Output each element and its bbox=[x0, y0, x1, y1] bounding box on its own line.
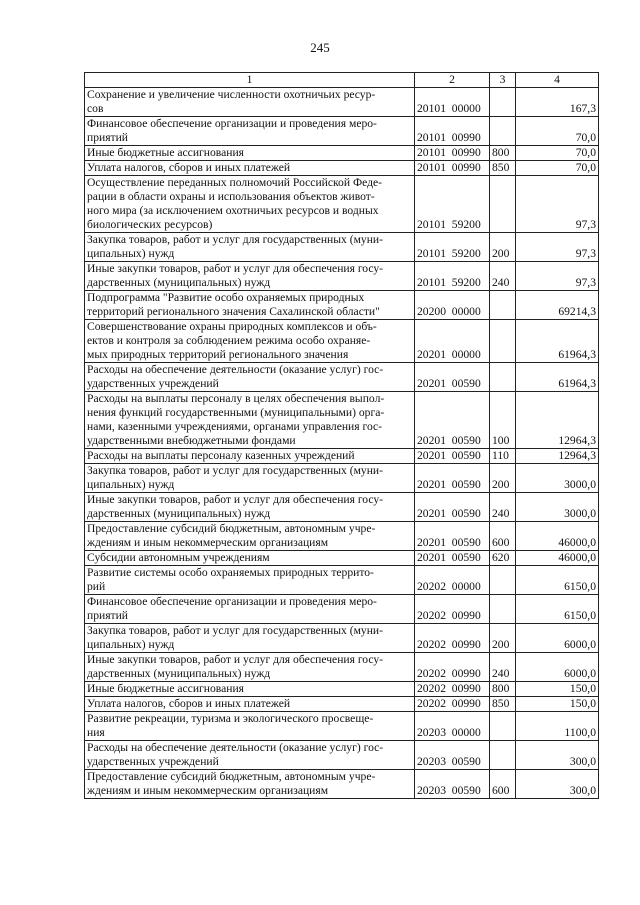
row-expense-type-cell: 240 bbox=[490, 493, 516, 522]
row-amount-cell: 61964,3 bbox=[516, 363, 599, 392]
row-expense-type-cell: 800 bbox=[490, 146, 516, 161]
row-code-cell: 20201 00590 bbox=[415, 522, 490, 551]
row-code-cell: 20101 00990 bbox=[415, 161, 490, 176]
row-code-cell: 20101 59200 bbox=[415, 262, 490, 291]
row-code-cell: 20101 59200 bbox=[415, 233, 490, 262]
row-code-cell: 20101 00990 bbox=[415, 117, 490, 146]
table-row bbox=[85, 146, 599, 161]
row-name-cell: Уплата налогов, сборов и иных платежей bbox=[85, 697, 415, 712]
row-expense-type-cell: 600 bbox=[490, 522, 516, 551]
row-code-cell: 20201 00590 bbox=[415, 449, 490, 464]
row-name-cell: Предоставление субсидий бюджетным, автономным учре- ждениям и иным некоммерческим организациям bbox=[85, 522, 415, 551]
row-name-cell: Совершенствование охраны природных комплексов и объ- ектов и контроля за соблюдением режима особо охраняе- мых природных территорий регионального значения bbox=[85, 320, 415, 363]
table-row bbox=[85, 392, 599, 449]
row-name-cell: Иные закупки товаров, работ и услуг для обеспечения госу- дарственных (муниципальных) нужд bbox=[85, 653, 415, 682]
row-name-cell: Иные закупки товаров, работ и услуг для обеспечения госу- дарственных (муниципальных) нужд bbox=[85, 262, 415, 291]
row-amount-cell: 6000,0 bbox=[516, 653, 599, 682]
table-row bbox=[85, 464, 599, 493]
row-code-cell: 20200 00000 bbox=[415, 291, 490, 320]
table-row bbox=[85, 595, 599, 624]
row-expense-type-cell bbox=[490, 712, 516, 741]
row-expense-type-cell: 600 bbox=[490, 770, 516, 799]
row-name-cell: Финансовое обеспечение организации и проведения меро- приятий bbox=[85, 117, 415, 146]
row-amount-cell: 46000,0 bbox=[516, 551, 599, 566]
table-row bbox=[85, 176, 599, 233]
row-expense-type-cell bbox=[490, 291, 516, 320]
row-name-cell: Расходы на обеспечение деятельности (оказание услуг) гос- ударственных учреждений bbox=[85, 741, 415, 770]
row-expense-type-cell: 240 bbox=[490, 262, 516, 291]
row-expense-type-cell bbox=[490, 741, 516, 770]
row-code-cell: 20202 00990 bbox=[415, 595, 490, 624]
row-amount-cell: 70,0 bbox=[516, 146, 599, 161]
row-name-cell: Иные закупки товаров, работ и услуг для обеспечения госу- дарственных (муниципальных) нужд bbox=[85, 493, 415, 522]
row-name-cell: Предоставление субсидий бюджетным, автономным учре- ждениям и иным некоммерческим организациям bbox=[85, 770, 415, 799]
row-expense-type-cell: 850 bbox=[490, 697, 516, 712]
column-header-code: 2 bbox=[415, 73, 490, 88]
row-amount-cell: 70,0 bbox=[516, 161, 599, 176]
row-amount-cell: 97,3 bbox=[516, 176, 599, 233]
row-amount-cell: 6150,0 bbox=[516, 566, 599, 595]
table-row bbox=[85, 233, 599, 262]
row-amount-cell: 6150,0 bbox=[516, 595, 599, 624]
row-amount-cell: 150,0 bbox=[516, 682, 599, 697]
row-amount-cell: 97,3 bbox=[516, 262, 599, 291]
table-row bbox=[85, 493, 599, 522]
table-row bbox=[85, 741, 599, 770]
row-name-cell: Субсидии автономным учреждениям bbox=[85, 551, 415, 566]
row-amount-cell: 300,0 bbox=[516, 770, 599, 799]
row-name-cell: Закупка товаров, работ и услуг для государственных (муни- ципальных) нужд bbox=[85, 233, 415, 262]
row-amount-cell: 61964,3 bbox=[516, 320, 599, 363]
row-name-cell: Расходы на обеспечение деятельности (оказание услуг) гос- ударственных учреждений bbox=[85, 363, 415, 392]
row-amount-cell: 70,0 bbox=[516, 117, 599, 146]
row-name-cell: Подпрограмма "Развитие особо охраняемых природных территорий регионального значения Сахалинской области" bbox=[85, 291, 415, 320]
row-code-cell: 20203 00000 bbox=[415, 712, 490, 741]
row-code-cell: 20203 00590 bbox=[415, 741, 490, 770]
row-amount-cell: 167,3 bbox=[516, 88, 599, 117]
row-expense-type-cell: 200 bbox=[490, 464, 516, 493]
row-code-cell: 20201 00000 bbox=[415, 320, 490, 363]
row-amount-cell: 3000,0 bbox=[516, 493, 599, 522]
row-name-cell: Закупка товаров, работ и услуг для государственных (муни- ципальных) нужд bbox=[85, 464, 415, 493]
row-expense-type-cell: 200 bbox=[490, 233, 516, 262]
table-row bbox=[85, 653, 599, 682]
row-code-cell: 20202 00990 bbox=[415, 624, 490, 653]
row-expense-type-cell bbox=[490, 88, 516, 117]
row-code-cell: 20203 00590 bbox=[415, 770, 490, 799]
table-row bbox=[85, 320, 599, 363]
row-expense-type-cell: 620 bbox=[490, 551, 516, 566]
row-amount-cell: 6000,0 bbox=[516, 624, 599, 653]
table-row bbox=[85, 262, 599, 291]
row-code-cell: 20101 59200 bbox=[415, 176, 490, 233]
row-name-cell: Развитие системы особо охраняемых природных террито- рий bbox=[85, 566, 415, 595]
row-name-cell: Расходы на выплаты персоналу казенных учреждений bbox=[85, 449, 415, 464]
row-expense-type-cell: 850 bbox=[490, 161, 516, 176]
row-amount-cell: 3000,0 bbox=[516, 464, 599, 493]
row-code-cell: 20101 00990 bbox=[415, 146, 490, 161]
row-code-cell: 20101 00000 bbox=[415, 88, 490, 117]
row-amount-cell: 97,3 bbox=[516, 233, 599, 262]
row-expense-type-cell bbox=[490, 117, 516, 146]
row-code-cell: 20201 00590 bbox=[415, 363, 490, 392]
table-row bbox=[85, 682, 599, 697]
row-code-cell: 20201 00590 bbox=[415, 551, 490, 566]
row-expense-type-cell: 100 bbox=[490, 392, 516, 449]
column-header-expense-type: 3 bbox=[490, 73, 516, 88]
table-row bbox=[85, 161, 599, 176]
table-body bbox=[85, 88, 599, 799]
table-row bbox=[85, 363, 599, 392]
column-header-amount: 4 bbox=[516, 73, 599, 88]
table-row bbox=[85, 551, 599, 566]
row-name-cell: Осуществление переданных полномочий Российской Феде- рации в области охраны и использования объектов живот- ного мира (за исключением охотничьих ресурсов и водных биологических ресурсов) bbox=[85, 176, 415, 233]
table-row bbox=[85, 624, 599, 653]
row-amount-cell: 46000,0 bbox=[516, 522, 599, 551]
row-name-cell: Иные бюджетные ассигнования bbox=[85, 146, 415, 161]
row-expense-type-cell bbox=[490, 320, 516, 363]
table-row bbox=[85, 88, 599, 117]
row-code-cell: 20201 00590 bbox=[415, 493, 490, 522]
row-name-cell: Закупка товаров, работ и услуг для государственных (муни- ципальных) нужд bbox=[85, 624, 415, 653]
row-expense-type-cell: 110 bbox=[490, 449, 516, 464]
table-row bbox=[85, 449, 599, 464]
row-code-cell: 20201 00590 bbox=[415, 464, 490, 493]
table-row bbox=[85, 291, 599, 320]
table-row bbox=[85, 117, 599, 146]
row-amount-cell: 300,0 bbox=[516, 741, 599, 770]
table-row bbox=[85, 522, 599, 551]
row-name-cell: Уплата налогов, сборов и иных платежей bbox=[85, 161, 415, 176]
row-code-cell: 20202 00990 bbox=[415, 653, 490, 682]
row-expense-type-cell bbox=[490, 176, 516, 233]
row-code-cell: 20201 00590 bbox=[415, 392, 490, 449]
table-row bbox=[85, 566, 599, 595]
row-name-cell: Расходы на выплаты персоналу в целях обеспечения выпол- нения функций государственными (муниципальными) орга- нами, казенными учреждениями, органами управления гос- ударственными внебюджетными фондами bbox=[85, 392, 415, 449]
row-amount-cell: 12964,3 bbox=[516, 392, 599, 449]
row-expense-type-cell: 240 bbox=[490, 653, 516, 682]
table-row bbox=[85, 770, 599, 799]
page-number: 245 bbox=[310, 40, 330, 55]
row-code-cell: 20202 00990 bbox=[415, 682, 490, 697]
row-amount-cell: 150,0 bbox=[516, 697, 599, 712]
row-amount-cell: 69214,3 bbox=[516, 291, 599, 320]
row-name-cell: Финансовое обеспечение организации и проведения меро- приятий bbox=[85, 595, 415, 624]
row-code-cell: 20202 00990 bbox=[415, 697, 490, 712]
row-expense-type-cell bbox=[490, 595, 516, 624]
row-expense-type-cell: 800 bbox=[490, 682, 516, 697]
budget-table bbox=[84, 72, 599, 799]
column-header-name: 1 bbox=[85, 73, 415, 88]
table-row bbox=[85, 697, 599, 712]
row-name-cell: Иные бюджетные ассигнования bbox=[85, 682, 415, 697]
row-expense-type-cell bbox=[490, 566, 516, 595]
row-name-cell: Развитие рекреации, туризма и экологического просвеще- ния bbox=[85, 712, 415, 741]
table-row bbox=[85, 712, 599, 741]
row-amount-cell: 1100,0 bbox=[516, 712, 599, 741]
row-code-cell: 20202 00000 bbox=[415, 566, 490, 595]
row-amount-cell: 12964,3 bbox=[516, 449, 599, 464]
row-expense-type-cell bbox=[490, 363, 516, 392]
row-expense-type-cell: 200 bbox=[490, 624, 516, 653]
table-header-row bbox=[85, 73, 599, 88]
row-name-cell: Сохранение и увеличение численности охотничьих ресур- сов bbox=[85, 88, 415, 117]
